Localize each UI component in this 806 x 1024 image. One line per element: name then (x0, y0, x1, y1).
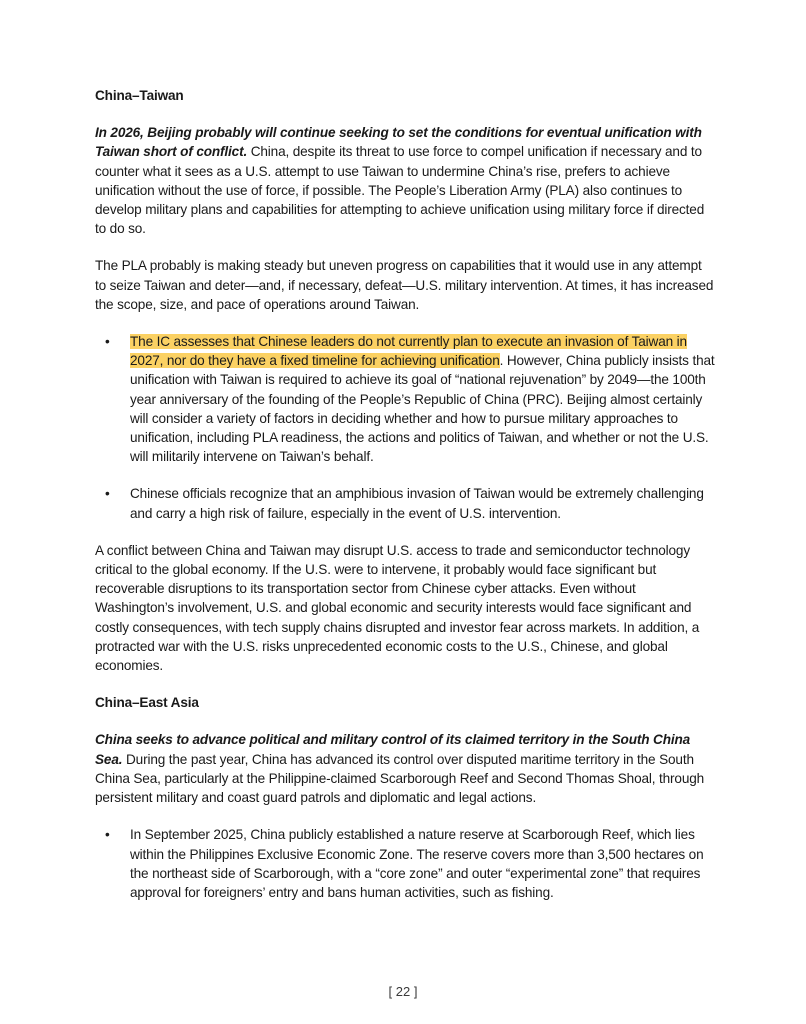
bullet-list-taiwan (95, 332, 715, 523)
section-heading-china-taiwan: China–Taiwan (95, 88, 184, 103)
paragraph-south-china-sea (95, 730, 715, 807)
paragraph-body: During the past year, China has advanced its control over disputed maritime territory in the South China Sea, particularly at the Philippine-claimed Scarborough Reef and Second Thomas Shoal, through persistent military and coast guard patrols and diplomatic and legal actions. (95, 751, 705, 806)
bullet-icon: • (105, 334, 110, 350)
bullet-text: Chinese officials recognize that an amphibious invasion of Taiwan would be extremely challenging and carry a high risk of failure, especially in the event of U.S. intervention. (130, 486, 704, 521)
bullet-icon: • (105, 827, 110, 843)
highlighted-text: The IC assesses that Chinese leaders do not currently plan to execute an invasion of Taiwan in 2027, nor do they have a fixed timeline for achieving unification (130, 334, 687, 369)
key-judgment-lead: In 2026, Beijing probably will continue seeking to set the conditions for eventual unification with Taiwan short of conflict. (95, 125, 702, 160)
paragraph-pla-progress: The PLA probably is making steady but uneven progress on capabilities that it would use in any attempt to seize Taiwan and deter—and, if necessary, defeat—U.S. military intervention. At times, it has increased the scope, size, and pace of operations around Taiwan. (95, 258, 714, 312)
key-judgment-lead: China seeks to advance political and military control of its claimed territory in the South China Sea. (95, 732, 691, 767)
list-item (95, 332, 715, 466)
bullet-icon: • (105, 486, 110, 502)
page-number: [ 22 ] (388, 984, 418, 999)
bullet-text: . However, China publicly insists that unification with Taiwan is required to achieve its goal of “national rejuvenation” by 2049—the 100th year anniversary of the founding of the People’s Republic of China (PRC). Beijing almost certainly will consider a variety of factors in deciding whether and how to pursue military approaches to unification, including PLA readiness, the actions and politics of Taiwan, and whether or not the U.S. will militarily intervene on Taiwan’s behalf. (130, 353, 715, 465)
bullet-list-east-asia (95, 825, 715, 902)
section-heading-china-east-asia: China–East Asia (95, 695, 199, 711)
bullet-text: In September 2025, China publicly established a nature reserve at Scarborough Reef, which lies within the Philippines Exclusive Economic Zone. The reserve covers more than 3,500 hectares on the northeast side of Scarborough, with a “core zone” and outer “experimental zone” that requires approval for foreigners’ entry and bans human activities, such as fishing. (130, 827, 704, 900)
paragraph-conflict-economy: A conflict between China and Taiwan may disrupt U.S. access to trade and semiconductor technology critical to the global economy. If the U.S. were to intervene, it probably would face significant but recoverable disruptions to its transportation sector from Chinese cyber attacks. Even without Washington’s involvement, U.S. and global economic and security interests would face significant and costly consequences, with tech supply chains disrupted and investor fear across markets. In addition, a protracted war with the U.S. risks unprecedented economic costs to the U.S., Chinese, and global economies. (95, 542, 700, 674)
document-page (95, 86, 715, 920)
paragraph-body: China, despite its threat to use force to compel unification if necessary and to counter what it sees as a U.S. attempt to use Taiwan to undermine China’s rise, prefers to achieve unification without the use of force, if possible. The People’s Liberation Army (PLA) also continues to develop military plans and capabilities for attempting to achieve unification using military force if directed to do so. (95, 144, 705, 237)
list-item (95, 484, 715, 522)
paragraph-taiwan-unification (95, 123, 715, 238)
list-item (95, 825, 715, 902)
